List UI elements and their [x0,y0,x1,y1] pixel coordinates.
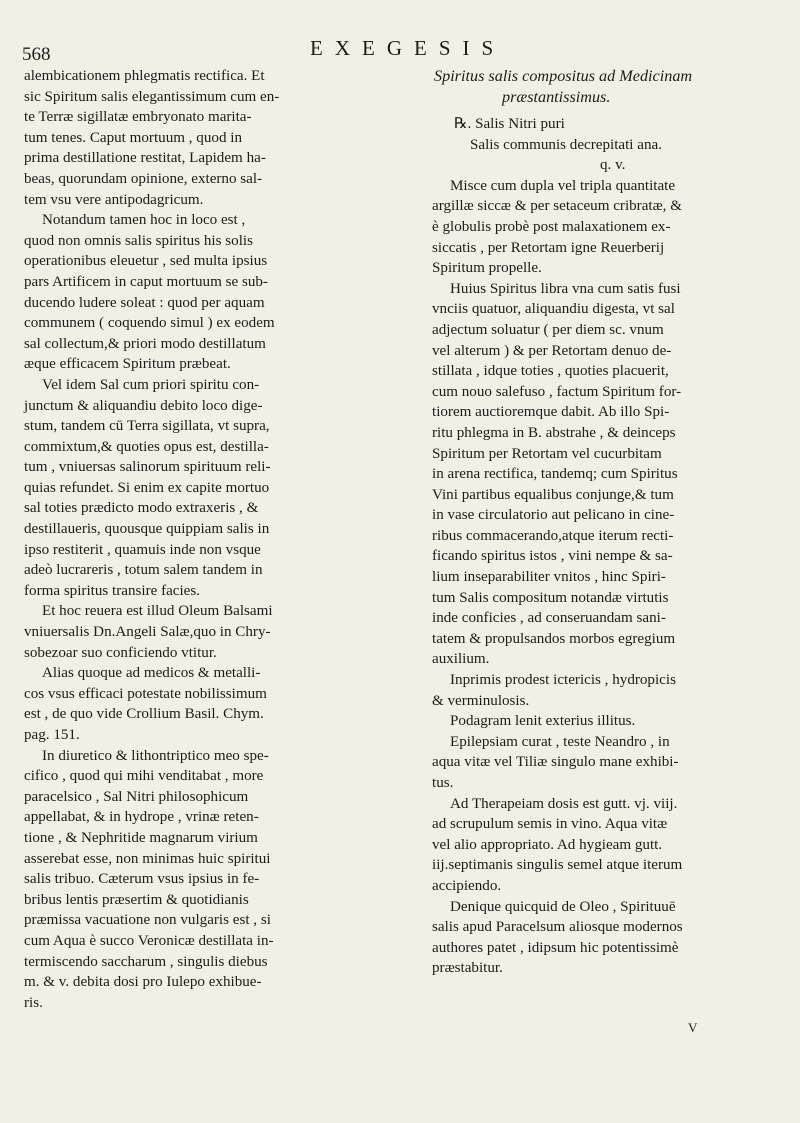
text-line: in vase circulatorio aut pelicano in cine- [432,507,675,524]
text-line: cum nouo salefuso , factum Spiritum for- [432,383,682,400]
text-line: Denique quicquid de Oleo , Spirituuē [450,898,676,915]
text-line: tum , vniuersas salinorum spirituum reli- [24,459,271,476]
text-line: tione , & Nephritide magnarum virium [24,829,258,846]
text-line: Misce cum dupla vel tripla quantitate [450,177,676,194]
text-line: bribus lentis præsertim & quotidianis [24,891,249,908]
text-line: destillaueris, quousque quippiam salis in [24,521,270,538]
text-line: authores patet , idipsum hic potentissimè [432,939,679,956]
text-line: Inprimis prodest ictericis , hydropicis [450,672,676,689]
text-line: è globulis probè post malaxationem ex- [432,218,671,235]
text-line: cos vsus efficaci potestate nobilissimum [24,685,267,702]
text-line: in arena rectifica, tandemq; cum Spiritus [432,466,678,483]
text-line: prima destillatione restitat, Lapidem ha- [24,150,266,167]
text-line: æque efficacem Spiritum præbeat. [24,356,231,373]
text-line: cum Aqua è succo Veronicæ destillata in- [24,932,274,949]
text-line: quod non omnis salis spiritus his solis [24,232,253,249]
text-line: tum Salis compositum notandæ virtutis [432,589,669,606]
text-line: vel alterum ) & per Retortam denuo de- [432,342,672,359]
text-line: iij.septimanis singulis semel atque iterum [432,857,683,874]
left-column [24,66,396,1013]
text-line: Alias quoque ad medicos & metalli- [42,665,261,682]
signature-mark: V [688,1020,698,1035]
text-line: argillæ siccæ & per setaceum cribratæ, & [432,198,682,215]
text-line: cifico , quod qui mihi venditabat , more [24,768,264,785]
text-line: m. & v. debita dosi pro Iulepo exhibue- [24,974,262,991]
text-line: vel alio appropriato. Ad hygieam gutt. [432,836,663,853]
text-line: sal toties prædicto modo extraxeris , & [24,500,259,517]
text-line: salis tribuo. Cæterum vsus ipsius in fe- [24,871,260,888]
text-line: Vini partibus equalibus conjunge,& tum [432,486,674,503]
text-line: tem vsu vere antipodagricum. [24,191,204,208]
text-line: vniuersalis Dn.Angeli Salæ,quo in Chry- [24,624,271,641]
text-line: tum tenes. Caput mortuum , quod in [24,129,243,146]
text-line: præstabitur. [432,960,503,977]
text-line: Et hoc reuera est illud Oleum Balsami [42,603,273,620]
running-head: EXEGESIS [310,36,506,60]
section-title: Spiritus salis compositus ad Medicinam [434,67,693,85]
text-line: ribus commacerando,atque iterum recti- [432,527,674,544]
text-line: adeò lucrareris , totum salem tandem in [24,562,263,579]
right-column [432,66,778,979]
text-line: asserebat esse, non minimas huic spiritui [24,850,271,867]
text-line: stum, tandem cū Terra sigillata, vt supra, [24,418,270,435]
page-number: 568 [22,44,51,65]
text-line: In diuretico & lithontriptico meo spe- [42,747,269,764]
text-line: pars Artificem in caput mortuum se sub- [24,273,268,290]
text-line: inde conficies , ad conseruandam sani- [432,610,666,627]
text-line: ad scrupulum semis in vino. Aqua vitæ [432,816,668,833]
text-line: vnciis quatuor, aliquandiu digesta, vt sal [432,301,675,318]
text-line: Podagram lenit exterius illitus. [450,713,636,730]
text-line: tus. [432,775,454,791]
text-line: lium inseparabiliter vnitos , hinc Spiri- [432,569,666,586]
text-line: te Terræ sigillatæ embryonato marita- [24,109,252,126]
text-line: stillata , idque toties , quoties placuerit, [432,363,669,380]
text-line: ipso restiterit , quamuis inde non vsque [24,541,261,558]
text-line: forma spiritus transire facies. [24,582,201,599]
recipe-line: ℞. Salis Nitri puri [454,116,565,132]
recipe-line: q. v. [600,157,626,174]
text-line: operationibus eleuetur , sed multa ipsius [24,253,268,270]
text-line: est , de quo vide Crollium Basil. Chym. [24,706,264,723]
text-line: commixtum,& quoties opus est, destilla- [24,438,269,455]
text-line: Notandum tamen hoc in loco est , [42,212,246,229]
text-line: adjectum soluatur ( per diem sc. vnum [432,321,664,338]
text-line: ducendo ludere soleat : quod per aquam [24,294,265,311]
text-line: auxilium. [432,651,490,668]
text-line: Spiritum propelle. [432,260,542,277]
text-line: Huius Spiritus libra vna cum satis fusi [450,280,681,297]
text-line: termiscendo saccharum , singulis diebus [24,953,268,970]
text-line: sal collectum,& priori modo destillatum [24,335,266,352]
text-line: beas, quorundam opinione, externo sal- [24,170,263,187]
text-line: junctum & aliquandiu debito loco dige- [24,397,263,414]
text-line: siccatis , per Retortam igne Reuerberij [432,239,665,256]
text-line: & verminulosis. [432,692,530,709]
text-line: accipiendo. [432,877,502,894]
text-line: præmissa vacuatione non vulgaris est , si [24,912,271,929]
section-title-continued: præstantissimus. [502,88,611,106]
text-line: communem ( coquendo simul ) ex eodem [24,315,275,332]
text-line: Epilepsiam curat , teste Neandro , in [450,733,670,750]
text-line: aqua vitæ vel Tiliæ singulo mane exhibi- [432,754,679,771]
text-line: Ad Therapeiam dosis est gutt. vj. viij. [450,795,678,812]
recipe-line: Salis communis decrepitati ana. [470,136,662,153]
text-line: ficando spiritus istos , vini nempe & sa- [432,548,673,565]
text-line: tiorem auctioremque dabit. Ab illo Spi- [432,404,670,421]
text-line: salis apud Paracelsum aliosque modernos [432,919,683,936]
text-line: ritu phlegma in B. abstrahe , & deinceps [432,424,676,441]
text-line: Spiritum per Retortam vel cucurbitam [432,445,662,462]
text-line: tatem & propulsandos morbos egregium [432,630,676,647]
text-line: sic Spiritum salis elegantissimum cum en- [24,88,280,105]
text-line: Vel idem Sal cum priori spiritu con- [42,376,260,393]
text-line: alembicationem phlegmatis rectifica. Et [24,68,265,84]
text-line: ris. [24,994,43,1011]
text-line: paracelsico , Sal Nitri philosophicum [24,788,249,805]
text-line: appellabat, & in hydrope , vrinæ reten- [24,809,259,826]
text-line: quias refundet. Si enim ex capite mortuo [24,479,270,496]
text-line: sobezoar suo conficiendo vtitur. [24,644,217,661]
text-line: pag. 151. [24,727,80,743]
